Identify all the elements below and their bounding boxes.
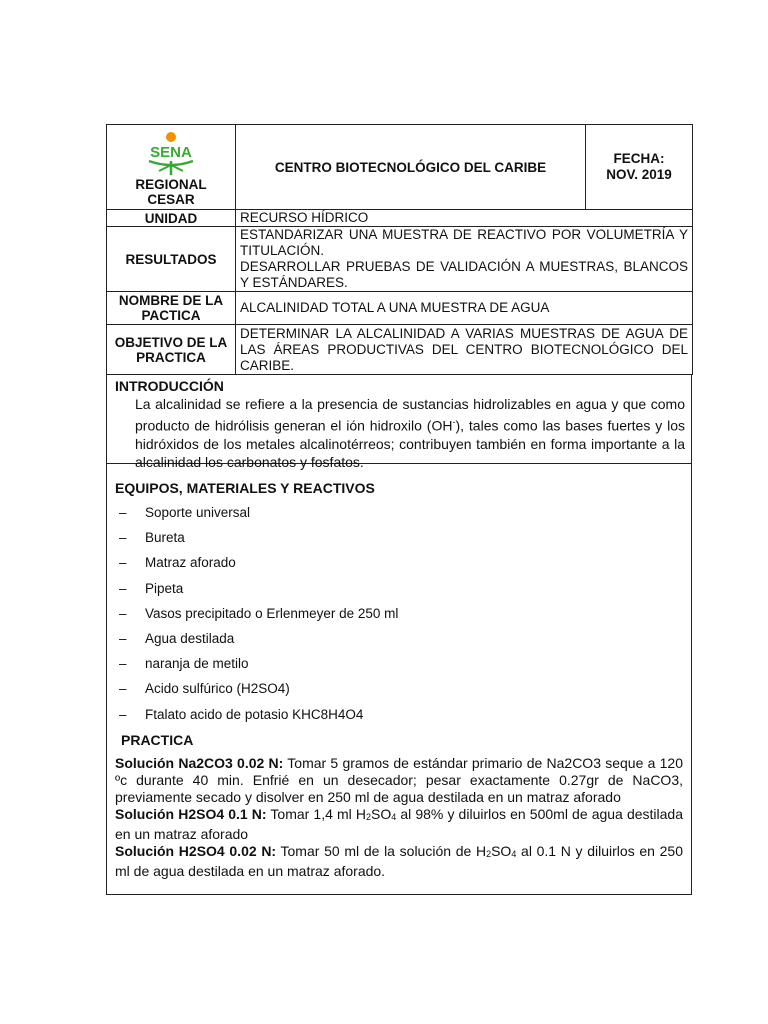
nombre-label: NOMBRE DE LA PACTICA <box>107 292 236 325</box>
center-title: CENTRO BIOTECNOLÓGICO DEL CARIBE <box>236 125 586 210</box>
list-item: – Vasos precipitado o Erlenmeyer de 250 ml <box>119 605 399 621</box>
list-item: – Bureta <box>119 530 185 546</box>
unidad-value: RECURSO HÍDRICO <box>236 210 693 227</box>
regional-label: REGIONAL CESAR <box>135 177 207 207</box>
resultados-label: RESULTADOS <box>107 227 236 292</box>
date-label: FECHA: <box>613 151 665 166</box>
date-cell <box>586 125 693 210</box>
list-item: – Ftalato acido de potasio KHC8H4O4 <box>119 706 364 722</box>
logo-cell <box>107 125 236 210</box>
equipment-list <box>115 504 683 731</box>
solution-na2co3: Solución Na2CO3 0.02 N: Tomar 5 gramos de estándar primario de Na2CO3 seque a 120 ºc durante 40 min. Enfrié en un desecador; pesar exactamente 0.27gr de NaCO3, previamente secado y disolver en 250 ml de agua destilada en un matraz aforado <box>115 754 683 805</box>
resultados-line-2: DESARROLLAR PRUEBAS DE VALIDACIÓN A MUESTRAS, BLANCOS Y ESTÁNDARES. <box>240 259 688 290</box>
logo-text: SENA <box>150 144 192 161</box>
header-table <box>106 124 693 375</box>
list-item: – Soporte universal <box>119 505 251 520</box>
intro-text: La alcalinidad se refiere a la presencia de sustancias hidrolizables en agua y que como producto de hidrólisis generan el ión hidroxilo (OH-), tales como las bases fuertes y los hidróxidos de los metales alcalinotérreos; contribuyen también en forma importante a la alcalinidad los carbonatos y fosfatos. <box>135 396 685 470</box>
unidad-label: UNIDAD <box>107 210 236 227</box>
list-item: – Agua destilada <box>119 630 235 646</box>
equipment-title: EQUIPOS, MATERIALES Y REACTIVOS <box>115 480 375 496</box>
objetivo-value: DETERMINAR LA ALCALINIDAD A VARIAS MUESTRAS DE AGUA DE LAS ÁREAS PRODUCTIVAS DEL CENTRO BIOTECNOLÓGICO DEL CARIBE. <box>236 325 693 375</box>
list-item: – naranja de metilo <box>119 656 249 672</box>
objetivo-label: OBJETIVO DE LA PRACTICA <box>107 325 236 375</box>
document <box>106 124 692 895</box>
practice-title: PRACTICA <box>121 731 194 748</box>
intro-title: INTRODUCCIÓN <box>115 378 224 394</box>
date-value: NOV. 2019 <box>606 167 672 182</box>
sena-logo <box>139 131 203 177</box>
resultados-line-1: ESTANDARIZAR UNA MUESTRA DE REACTIVO POR VOLUMETRÍA Y TITULACIÓN. <box>240 227 688 258</box>
nombre-value: ALCALINIDAD TOTAL A UNA MUESTRA DE AGUA <box>236 292 693 325</box>
list-item: – Acido sulfúrico (H2SO4) <box>119 681 290 697</box>
list-item: – Pipeta <box>119 580 184 596</box>
introduction-section <box>106 375 692 470</box>
resultados-value <box>236 227 693 292</box>
solution-h2so4-002: Solución H2SO4 0.02 N: Tomar 50 ml de la solución de $H_2SO_4$ al 0.1 N y diluirlos en 250 ml de agua destilada en un matraz aforado. <box>115 842 683 879</box>
solution-h2so4-01: Solución H2SO4 0.1 N: Tomar 1,4 ml $H_2SO_4$ al 98% y diluirlos en 500ml de agua destilada en un matraz aforado <box>115 805 683 842</box>
equipment-section <box>106 464 692 895</box>
list-item: – Matraz aforado <box>119 555 236 571</box>
